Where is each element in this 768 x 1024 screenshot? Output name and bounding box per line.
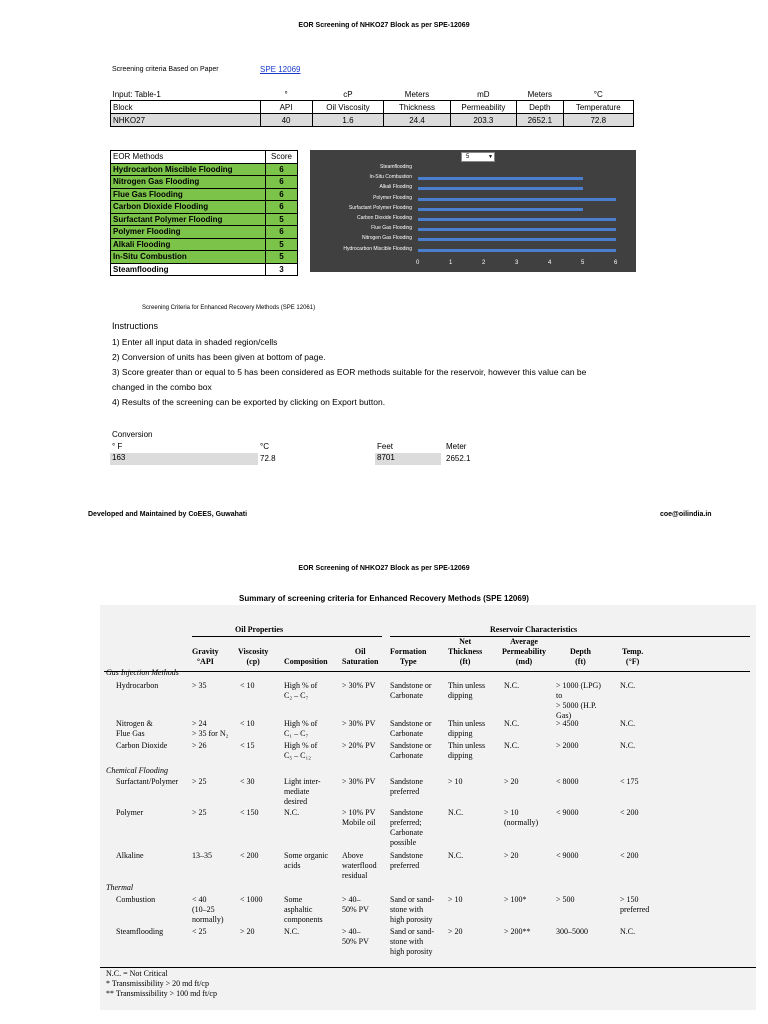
summary-cell: N.C. [448, 808, 464, 817]
col-thickness: Net Thickness (ft) [448, 637, 483, 666]
summary-cell: Sandstone or Carbonate [390, 741, 432, 760]
method-score: 6 [266, 163, 298, 176]
summary-cell: < 175 [620, 777, 639, 786]
header-temperature: Temperature [563, 101, 633, 114]
summary-cell: > 20 [240, 927, 255, 936]
summary-cell: Above waterflood residual [342, 851, 377, 880]
method-name: In-Situ Combustion [111, 251, 266, 264]
input-table [110, 88, 634, 127]
summary-cell: > 200** [504, 927, 531, 936]
section-gas-injection: Gas Injection Methods [106, 668, 179, 677]
summary-cell: Sandstone preferred [390, 777, 423, 796]
summary-cell: < 9000 [556, 808, 579, 817]
input-depth[interactable]: 2652.1 [517, 114, 563, 127]
summary-cell: Some organic acids [284, 851, 329, 870]
methods-header: EOR Methods [111, 151, 266, 164]
summary-cell: > 25 [192, 808, 207, 817]
summary-cell: > 20 [448, 927, 463, 936]
summary-cell: < 15 [240, 741, 255, 750]
header-block: Block [111, 101, 261, 114]
chart-bar [418, 228, 616, 231]
header-api: API [260, 101, 312, 114]
col-viscosity: Viscosity (cp) [238, 647, 269, 666]
instructions-title: Instructions [112, 321, 159, 331]
summary-cell: > 20 [504, 777, 519, 786]
chart-category-label: Hydrocarbon Miscible Flooding [343, 245, 412, 252]
chart-x-tick: 1 [449, 260, 453, 266]
summary-cell: High % of C₁ – C₇ [284, 719, 318, 738]
instruction-line: 3) Score greater than or equal to 5 has been considered as EOR methods suitable for the reservoir, however this value can be [112, 367, 587, 377]
instruction-line: changed in the combo box [112, 382, 212, 392]
summary-cell: > 20% PV [342, 741, 376, 750]
input-viscosity[interactable]: 1.6 [312, 114, 384, 127]
summary-cell: > 40– 50% PV [342, 927, 369, 946]
summary-cell: > 10% PV Mobile oil [342, 808, 376, 827]
method-name: Hydrocarbon Miscible Flooding [111, 163, 266, 176]
summary-cell: N.C. [284, 927, 300, 936]
col-composition: Composition [284, 657, 328, 666]
chart-category-label: Alkali Flooding [379, 184, 412, 191]
summary-method-hydrocarbon: Hydrocarbon [116, 681, 159, 690]
instruction-line: 2) Conversion of units has been given at bottom of page. [112, 352, 326, 362]
input-block[interactable]: NHKO27 [111, 114, 261, 127]
summary-cell: 300–5000 [556, 927, 588, 936]
method-name: Alkali Flooding [111, 238, 266, 251]
summary-cell: N.C. [620, 719, 636, 728]
page2-title: EOR Screening of NHKO27 Block as per SPE-12069 [298, 565, 470, 572]
summary-cell: N.C. [504, 719, 520, 728]
summary-cell: N.C. [284, 808, 300, 817]
conv-value-c: 72.8 [260, 454, 276, 463]
summary-cell: N.C. [448, 851, 464, 860]
summary-cell: Thin unless dipping [448, 681, 486, 700]
summary-cell: < 9000 [556, 851, 579, 860]
note-transmissibility-1: * Transmissibility > 20 md ft/cp [106, 979, 209, 988]
input-api[interactable]: 40 [260, 114, 312, 127]
header-viscosity: Oil Viscosity [312, 101, 384, 114]
summary-cell: Light inter- mediate desired [284, 777, 321, 806]
spe-paper-link[interactable]: SPE 12069 [260, 65, 301, 74]
summary-cell: > 10 [448, 777, 463, 786]
screening-criteria-summary [100, 605, 756, 1010]
chart-x-tick: 6 [614, 260, 618, 266]
method-name: Surfactant Polymer Flooding [111, 213, 266, 226]
summary-cell: > 30% PV [342, 681, 376, 690]
input-temperature[interactable]: 72.8 [563, 114, 633, 127]
summary-cell: > 40– 50% PV [342, 895, 369, 914]
chart-category-label: Surfactant Polymer Flooding [348, 204, 412, 211]
conv-input-feet[interactable]: 8701 [375, 453, 441, 465]
chart-category-label: In-Situ Combustion [369, 174, 412, 181]
conv-input-f[interactable]: 163 [110, 453, 258, 465]
summary-cell: < 10 [240, 681, 255, 690]
summary-cell: N.C. [504, 681, 520, 690]
col-gravity: Gravity °API [192, 647, 219, 666]
summary-cell: Sandstone preferred [390, 851, 423, 870]
summary-cell: Sandstone or Carbonate [390, 681, 432, 700]
chart-bar [418, 208, 583, 211]
score-header: Score [266, 151, 298, 164]
chart-x-tick: 5 [581, 260, 585, 266]
chart-bar [418, 177, 583, 180]
chart-bar [418, 249, 616, 252]
chart-x-tick: 0 [416, 260, 420, 266]
summary-cell: < 1000 [240, 895, 263, 904]
summary-cell: > 20 [504, 851, 519, 860]
summary-cell: > 10 [448, 895, 463, 904]
summary-cell: > 24 > 35 for N₂ [192, 719, 229, 738]
method-name: Nitrogen Gas Flooding [111, 176, 266, 189]
method-name: Carbon Dioxide Flooding [111, 201, 266, 214]
score-threshold-combo[interactable] [461, 152, 495, 162]
oil-properties-group: Oil Properties [235, 625, 284, 634]
chart-bar [418, 198, 616, 201]
eor-methods-table [110, 150, 298, 276]
reservoir-characteristics-group: Reservoir Characteristics [490, 625, 578, 634]
summary-cell: < 40 (10–25 normally) [192, 895, 224, 924]
note-transmissibility-2: ** Transmissibility > 100 md ft/cp [106, 989, 217, 998]
unit-api: ° [284, 89, 288, 99]
conv-header-meter: Meter [446, 442, 467, 451]
summary-cell: > 2000 [556, 741, 579, 750]
chart-category-label: Polymer Flooding [373, 194, 412, 201]
summary-cell: Sand or sand- stone with high porosity [390, 927, 434, 956]
input-permeability[interactable]: 203.3 [450, 114, 516, 127]
combo-value: 5 [466, 154, 470, 160]
summary-cell: > 26 [192, 741, 207, 750]
criteria-label: Screening criteria Based on Paper [112, 66, 219, 73]
summary-method-nitrogen: Nitrogen & Flue Gas [116, 719, 153, 738]
summary-method-surfactant: Surfactant/Polymer [116, 777, 179, 786]
summary-cell: > 35 [192, 681, 207, 690]
summary-cell: Sand or sand- stone with high porosity [390, 895, 434, 924]
method-score: 5 [266, 213, 298, 226]
summary-cell: Thin unless dipping [448, 719, 486, 738]
summary-cell: > 30% PV [342, 719, 376, 728]
summary-cell: Sandstone preferred; Carbonate possible [390, 808, 423, 847]
page-title: EOR Screening of NHKO27 Block as per SPE-12069 [298, 22, 470, 29]
summary-cell: High % of C₂ – C₇ [284, 681, 318, 700]
summary-cell: > 500 [556, 895, 575, 904]
summary-cell: > 30% PV [342, 777, 376, 786]
chart-category-label: Flue Gas Flooding [371, 225, 412, 232]
summary-cell: Sandstone or Carbonate [390, 719, 432, 738]
conv-value-meter: 2652.1 [446, 454, 471, 463]
summary-method-steam: Steamflooding [116, 927, 164, 936]
summary-cell: Thin unless dipping [448, 741, 486, 760]
screening-bar-chart [310, 150, 636, 272]
chart-x-tick: 2 [482, 260, 486, 266]
footer-email[interactable]: coe@oilindia.in [660, 511, 712, 518]
col-oil-saturation: Oil Saturation [342, 647, 379, 666]
summary-cell: > 10 (normally) [504, 808, 539, 827]
section-chemical: Chemical Flooding [106, 766, 168, 775]
header-permeability: Permeability [450, 101, 516, 114]
summary-cell: < 200 [620, 851, 639, 860]
input-table-label: Input: Table-1 [112, 89, 161, 99]
method-score: 6 [266, 201, 298, 214]
chart-bar [418, 218, 616, 221]
method-score: 6 [266, 176, 298, 189]
chart-x-tick: 3 [515, 260, 519, 266]
chart-x-tick: 4 [548, 260, 552, 266]
summary-cell: N.C. [504, 741, 520, 750]
summary-cell: N.C. [620, 741, 636, 750]
method-score: 3 [266, 263, 298, 276]
chart-bar [418, 187, 583, 190]
footer-developer: Developed and Maintained by CoEES, Guwahati [88, 511, 248, 518]
chart-category-label: Nitrogen Gas Flooding [361, 235, 412, 242]
col-permeability: Average Permeability (md) [502, 637, 546, 666]
chart-caption: Screening Criteria for Enhanced Recovery Methods (SPE 12061) [142, 305, 316, 311]
summary-cell: > 1000 (LPG) to > 5000 (H.P. Gas) [556, 681, 601, 720]
col-temp: Temp. (°F) [622, 647, 644, 666]
method-name: Polymer Flooding [111, 226, 266, 239]
chart-category-label: Carbon Dioxide Flooding [356, 215, 412, 221]
chevron-down-icon[interactable]: ▼ [488, 154, 493, 160]
method-score: 5 [266, 251, 298, 264]
summary-cell: N.C. [620, 927, 636, 936]
summary-cell: > 4500 [556, 719, 579, 728]
summary-method-co2: Carbon Dioxide [116, 741, 168, 750]
method-name: Steamflooding [111, 263, 266, 276]
method-score: 5 [266, 238, 298, 251]
summary-cell: < 200 [620, 808, 639, 817]
conv-header-c: °C [260, 442, 269, 451]
summary-cell: < 25 [192, 927, 207, 936]
chart-category-label: Steamflooding [380, 164, 412, 170]
summary-cell: < 10 [240, 719, 255, 728]
col-formation: Formation Type [390, 647, 427, 666]
summary-cell: < 30 [240, 777, 255, 786]
summary-cell: < 150 [240, 808, 259, 817]
conv-header-feet: Feet [377, 442, 394, 451]
header-thickness: Thickness [384, 101, 450, 114]
method-score: 6 [266, 188, 298, 201]
unit-temperature: °C [593, 89, 603, 99]
chart-bar [418, 238, 616, 241]
section-thermal: Thermal [106, 883, 134, 892]
header-depth: Depth [517, 101, 563, 114]
summary-method-combustion: Combustion [116, 895, 156, 904]
summary-cell: < 200 [240, 851, 259, 860]
method-score: 6 [266, 226, 298, 239]
instruction-line: 4) Results of the screening can be exported by clicking on Export button. [112, 397, 386, 407]
conversion-title: Conversion [112, 430, 153, 439]
summary-cell: > 25 [192, 777, 207, 786]
summary-cell: Some asphaltic components [284, 895, 323, 924]
summary-cell: High % of C₅ – C₁₂ [284, 741, 318, 760]
unit-permeability: mD [477, 89, 490, 99]
col-depth: Depth (ft) [570, 647, 591, 666]
summary-cell: < 8000 [556, 777, 579, 786]
unit-viscosity: cP [343, 89, 353, 99]
instruction-line: 1) Enter all input data in shaded region/cells [112, 337, 278, 347]
method-name: Flue Gas Flooding [111, 188, 266, 201]
summary-cell: N.C. [620, 681, 636, 690]
summary-cell: 13–35 [192, 851, 212, 860]
input-thickness[interactable]: 24.4 [384, 114, 450, 127]
conv-header-f: ° F [112, 442, 123, 451]
unit-thickness: Meters [404, 89, 430, 99]
summary-method-polymer: Polymer [116, 808, 144, 817]
summary-method-alkaline: Alkaline [116, 851, 144, 860]
summary-cell: > 150 preferred [620, 895, 650, 914]
summary-cell: > 100* [504, 895, 527, 904]
note-nc: N.C. = Not Critical [106, 969, 168, 978]
unit-depth: Meters [527, 89, 553, 99]
page2-subtitle: Summary of screening criteria for Enhanced Recovery Methods (SPE 12069) [239, 594, 529, 603]
